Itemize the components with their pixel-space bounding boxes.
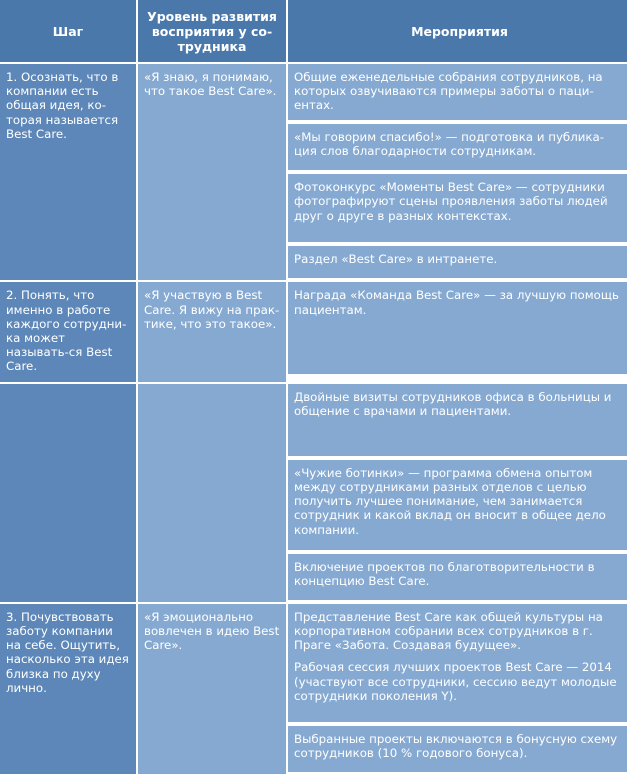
action-1-1: Общие еженедельные собрания сотрудников, на которых озвучиваются примеры заботы о паци-ентах. — [288, 64, 627, 120]
level-3: «Я эмоционально вовлечен в идею Best Care». — [138, 604, 286, 774]
level-1: «Я знаю, я понимаю, что такое Best Care». — [138, 64, 286, 280]
step-3: 3. Почувствовать заботу компании на себе. Ощутить, насколько эта идея близка по духу лично. — [0, 604, 136, 774]
action-2-4: Включение проектов по благотворительности в концепцию Best Care. — [288, 554, 627, 600]
action-2-1: Награда «Команда Best Care» — за лучшую помощь пациентам. — [288, 282, 627, 374]
step-2: 2. Понять, что именно в работе каждого сотрудни-ка может называть-ся Best Care. — [0, 282, 136, 381]
action-1-4: Раздел «Best Care» в интранете. — [288, 246, 627, 278]
header-step: Шаг — [0, 0, 136, 62]
action-3-3: Выбранные проекты включаются в бонусную схему сотрудников (10 % годового бонуса). — [288, 726, 627, 772]
action-3-1 — [288, 604, 627, 722]
action-1-3: Фотоконкурс «Моменты Best Care» — сотрудники фотографируют сцены проявления заботы людей друг о друге в разных контекстах. — [288, 174, 627, 242]
step-2-cont — [0, 384, 136, 602]
level-2-cont — [138, 384, 286, 602]
level-2: «Я участвую в Best Care. Я вижу на прак-тике, что это такое». — [138, 282, 286, 381]
header-actions: Мероприятия — [288, 0, 627, 62]
action-3-1-text: Представление Best Care как общей культуры на корпоративном собрании всех сотрудников в г. Праге «Забота. Создавая будущее». — [294, 609, 603, 653]
action-1-2: «Мы говорим спасибо!» — подготовка и публика-ция слов благодарности сотрудникам. — [288, 124, 627, 170]
action-3-2-text: Рабочая сессия лучших проектов Best Care — 2014 (участвуют все сотрудники, сессию ведут молодые сотрудники поколения Y). — [294, 660, 617, 703]
step-1: 1. Осознать, что в компании есть общая идея, ко-торая называется Best Care. — [0, 64, 136, 280]
header-level: Уровень развития восприятия у со-трудника — [138, 0, 286, 62]
action-2-3: «Чужие ботинки» — программа обмена опытом между сотрудниками разных отделов с целью получить лучшее понимание, чем занимается сотрудник и какой вклад он вносит в общее дело компании. — [288, 460, 627, 550]
action-2-2: Двойные визиты сотрудников офиса в больницы и общение с врачами и пациентами. — [288, 384, 627, 456]
